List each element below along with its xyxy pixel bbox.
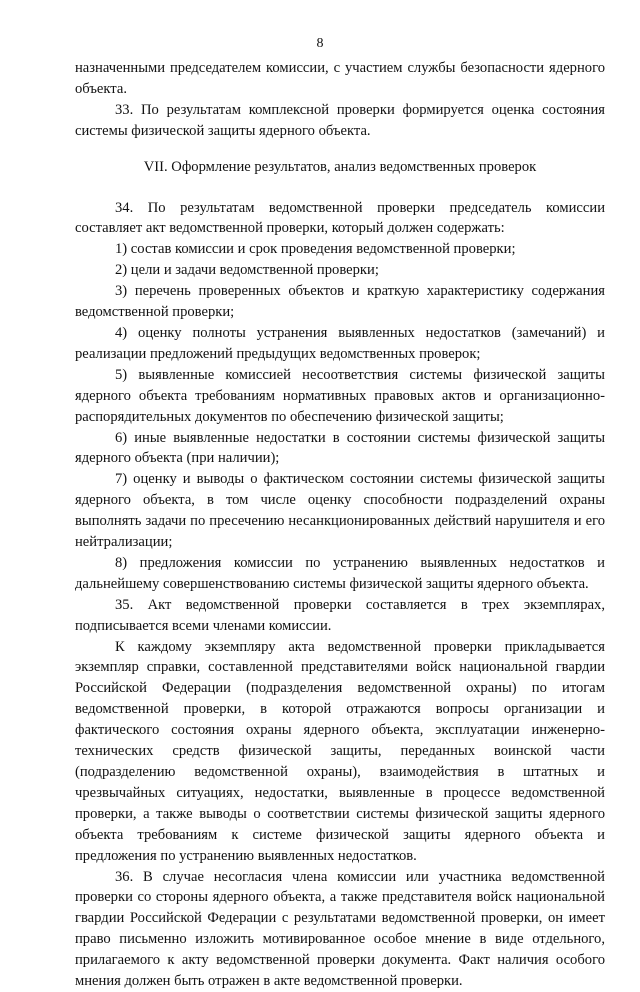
document-body — [75, 58, 605, 992]
list-item-3: 3) перечень проверенных объектов и краткую характеристику содержания ведомственной проверки; — [75, 283, 605, 321]
list-item-4: 4) оценку полноты устранения выявленных недостатков (замечаний) и реализации предложений предыдущих ведомственных проверок; — [75, 324, 605, 362]
list-item-8: 8) предложения комиссии по устранению выявленных недостатков и дальнейшему совершенствованию системы физической защиты ядерного объекта. — [75, 554, 605, 592]
list-item-6: 6) иные выявленные недостатки в состоянии системы физической защиты ядерного объекта (при наличии); — [75, 429, 605, 467]
list-item-1: 1) состав комиссии и срок проведения ведомственной проверки; — [115, 241, 516, 258]
list-item-5: 5) выявленные комиссией несоответствия системы физической защиты ядерного объекта требованиям нормативных правовых актов и организационно-распорядительных документов по обеспечению физической защиты; — [75, 366, 605, 425]
page-number: 8 — [316, 36, 324, 51]
paragraph-continuation: назначенными председателем комиссии, с участием службы безопасности ядерного объекта. — [75, 60, 605, 97]
paragraph-33: 33. По результатам комплексной проверки формируется оценка состояния системы физической защиты ядерного объекта. — [75, 101, 605, 139]
paragraph-36: 36. В случае несогласия члена комиссии или участника ведомственной проверки со стороны ядерного объекта, а также представителя войск национальной гвардии Российской Федерации с результатами ведомственной проверки, он имеет право письменно изложить мотивированное особое мнение в виде отдельного, прилагаемого к акту ведомственной проверки документа. Факт наличия особого мнения должен быть отражен в акте ведомственной проверки. — [75, 868, 605, 990]
list-item-7: 7) оценку и выводы о фактическом состоянии системы физической защиты ядерного объекта, в том числе оценку способности подразделений охраны выполнять задачи по пресечению несанкционированных действий нарушителя и его нейтрализации; — [75, 471, 605, 551]
list-item-2: 2) цели и задачи ведомственной проверки; — [115, 262, 379, 279]
paragraph-attachment: К каждому экземпляру акта ведомственной проверки прикладывается экземпляр справки, составленной представителями войск национальной гвардии Российской Федерации (подразделения ведомственной охраны) по итогам ведомственной проверки, в которой отражаются вопросы организации и фактического состояния охраны ядерного объекта, эксплуатации инженерно-технических средств физической защиты, переданных воинской части (подразделению ведомственной охраны), взаимодействия в штатных и чрезвычайных ситуациях, недостатки, выявленные в процессе ведомственной проверки, а также выводы о соответствии системы физической защиты ядерного объекта требованиям к системе физической защиты ядерного объекта и предложения по устранению выявленных недостатков. — [75, 638, 605, 864]
paragraph-34: 34. По результатам ведомственной проверки председатель комиссии составляет акт ведомственной проверки, который должен содержать: — [75, 199, 605, 237]
section-heading: VII. Оформление результатов, анализ ведомственных проверок — [143, 158, 537, 175]
paragraph-35: 35. Акт ведомственной проверки составляется в трех экземплярах, подписывается всеми членами комиссии. — [75, 596, 605, 634]
